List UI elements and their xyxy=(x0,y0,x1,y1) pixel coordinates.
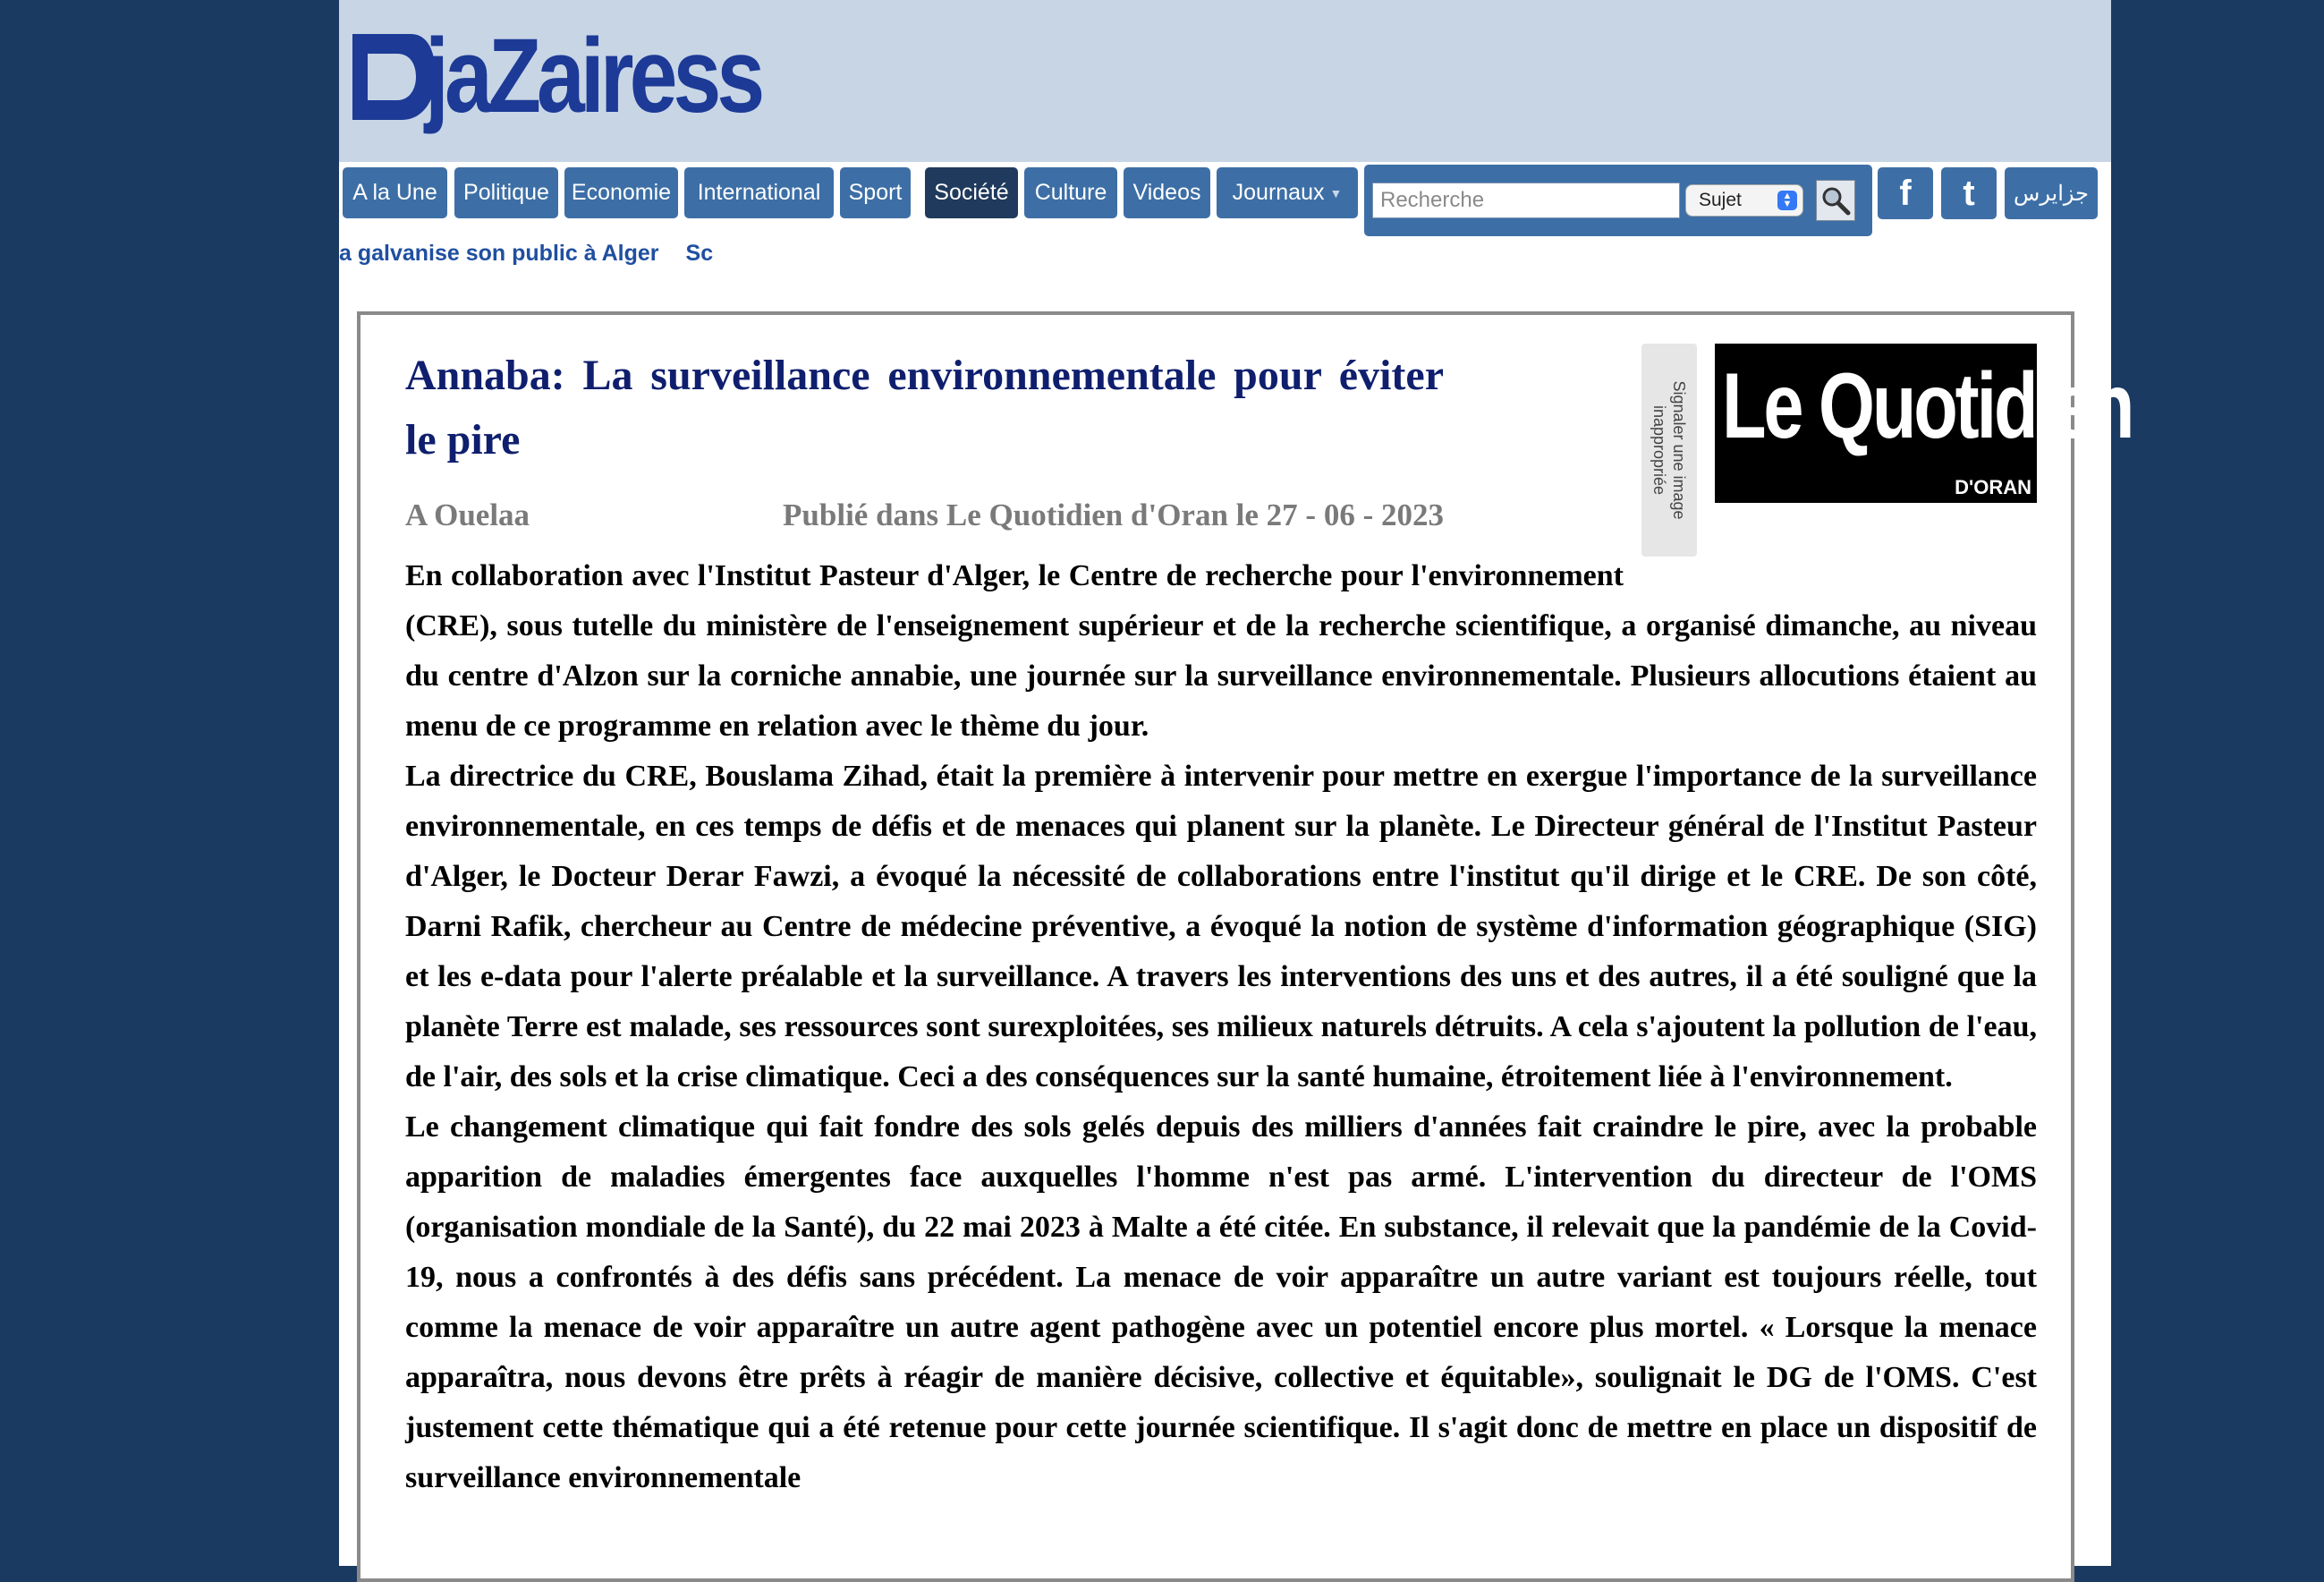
nav-item-societe[interactable] xyxy=(925,167,1018,218)
search-type-select[interactable] xyxy=(1685,184,1803,217)
article-meta xyxy=(405,492,1444,539)
article-paragraph: En collaboration avec l'Institut Pasteur d'Alger, le Centre de recherche pour l'environnement (CRE), sous tutelle du ministère de l'enseignement supérieur et de la recherche scientifique, a organisé dimanche, au niveau du centre d'Alzon sur la corniche annabie, une journée sur la surveillance environnementale. Plusieurs allocutions étaient au menu de ce programme en relation avec le thème du jour. xyxy=(405,559,2037,743)
site-header xyxy=(339,0,2111,162)
nav-label: A la Une xyxy=(352,180,437,205)
article-container xyxy=(357,311,2133,1582)
select-arrows-icon: ▲ ▼ xyxy=(1777,191,1797,210)
search-input[interactable] xyxy=(1372,183,1680,218)
page xyxy=(339,0,2133,1566)
twitter-icon: t xyxy=(1963,173,1975,213)
article-published: Publié dans Le Quotidien d'Oran le 27 - 06 - 2023 xyxy=(783,498,1444,532)
nav-label: Videos xyxy=(1132,180,1201,205)
site-logo-text: jaZairess xyxy=(425,17,761,135)
search-select-value: Sujet xyxy=(1699,190,1742,210)
arabic-site-label: جزايرس xyxy=(2014,181,2089,206)
article-title: Annaba: La surveillance environnementale pour éviter le pire xyxy=(405,352,1444,464)
article-author: A Ouelaa xyxy=(405,498,530,532)
article-body xyxy=(405,551,2037,1503)
nav-label: Société xyxy=(934,180,1009,205)
nav-item-culture[interactable] xyxy=(1024,167,1117,218)
nav-item-journaux[interactable] xyxy=(1217,167,1358,218)
search-icon xyxy=(1820,185,1851,216)
search-button[interactable] xyxy=(1816,180,1855,221)
report-image-label: Signaler une image inappropriée xyxy=(1650,380,1688,520)
nav-item-politique[interactable] xyxy=(454,167,558,218)
nav-label: Politique xyxy=(463,180,549,205)
article-paragraph: Le changement climatique qui fait fondre des sols gelés depuis des milliers d'années fait craindre le pire, avec la probable apparition de maladies émergentes face auxquelles l'homme n'est pas armé. L'intervention du directeur de l'OMS (organisation mondiale de la Santé), du 22 mai 2023 à Malte a été citée. En substance, il relevait que la pandémie de la Covid-19, nous a confrontés à des défis sans précédent. La menace de voir apparaître un autre variant est toujours réelle, tout comme la menace de voir apparaître un autre agent pathogène avec un potentiel encore plus mortel. « Lorsque la menace apparaîtra, nous devons être prêts à réagir de manière décisive, collective et équitable», soulignait le DG de l'OMS. C'est justement cette thématique qui a été retenue pour cette journée scientifique. Il s'agit donc de mettre en place un dispositif de surveillance environnementale xyxy=(405,1110,2037,1494)
news-ticker xyxy=(339,235,714,271)
nav-label: Sport xyxy=(848,180,903,205)
article-paragraph: La directrice du CRE, Bouslama Zihad, était la première à intervenir pour mettre en exergue l'importance de la surveillance environnementale, en ces temps de défis et de menaces qui planent sur la planète. Le Directeur général de l'Institut Pasteur d'Alger, le Docteur Derar Fawzi, a évoqué la nécessité de collaborations entre l'institut qu'il dirige et le CRE. De son côté, Darni Rafik, chercheur au Centre de médecine préventive, a évoqué la notion de système d'information géographique (SIG) et les e-data pour l'alerte préalable et la surveillance. A travers les interventions des uns et des autres, il a été souligné que la planète Terre est malade, ses ressources sont surexploitées, ses milieux naturels détruits. A cela s'ajoutent la pollution de l'eau, de l'air, des sols et la crise climatique. Ceci a des conséquences sur la santé humaine, étroitement liée à l'environnement. xyxy=(405,760,2037,1093)
facebook-button[interactable] xyxy=(1878,167,1933,219)
nav-label: Journaux xyxy=(1232,180,1325,205)
nav-item-videos[interactable] xyxy=(1124,167,1210,218)
ticker-item[interactable]: Sc xyxy=(685,241,714,266)
article-content xyxy=(405,344,2133,1503)
facebook-icon: f xyxy=(1899,173,1912,213)
algeria-map-logo-icon xyxy=(348,27,437,125)
source-logo-main: Le Quotidien xyxy=(1722,354,2133,458)
source-logo-sub: D'ORAN xyxy=(1955,476,2031,498)
nav-label: Culture xyxy=(1034,180,1107,205)
nav-label: Economie xyxy=(571,180,672,205)
ticker-item[interactable]: a galvanise son public à Alger xyxy=(339,241,659,266)
nav-item-economie[interactable] xyxy=(564,167,678,218)
nav-item-a-la-une[interactable] xyxy=(343,167,447,218)
twitter-button[interactable] xyxy=(1941,167,1997,219)
chevron-down-icon: ▼ xyxy=(1329,185,1343,200)
site-logo[interactable] xyxy=(348,18,813,134)
nav-label: International xyxy=(697,180,821,205)
source-logo[interactable] xyxy=(1715,344,2133,503)
arabic-site-button[interactable] xyxy=(2005,167,2098,219)
nav-item-sport[interactable] xyxy=(840,167,911,218)
report-image-button[interactable] xyxy=(1641,344,1697,557)
nav-item-international[interactable] xyxy=(684,167,834,218)
